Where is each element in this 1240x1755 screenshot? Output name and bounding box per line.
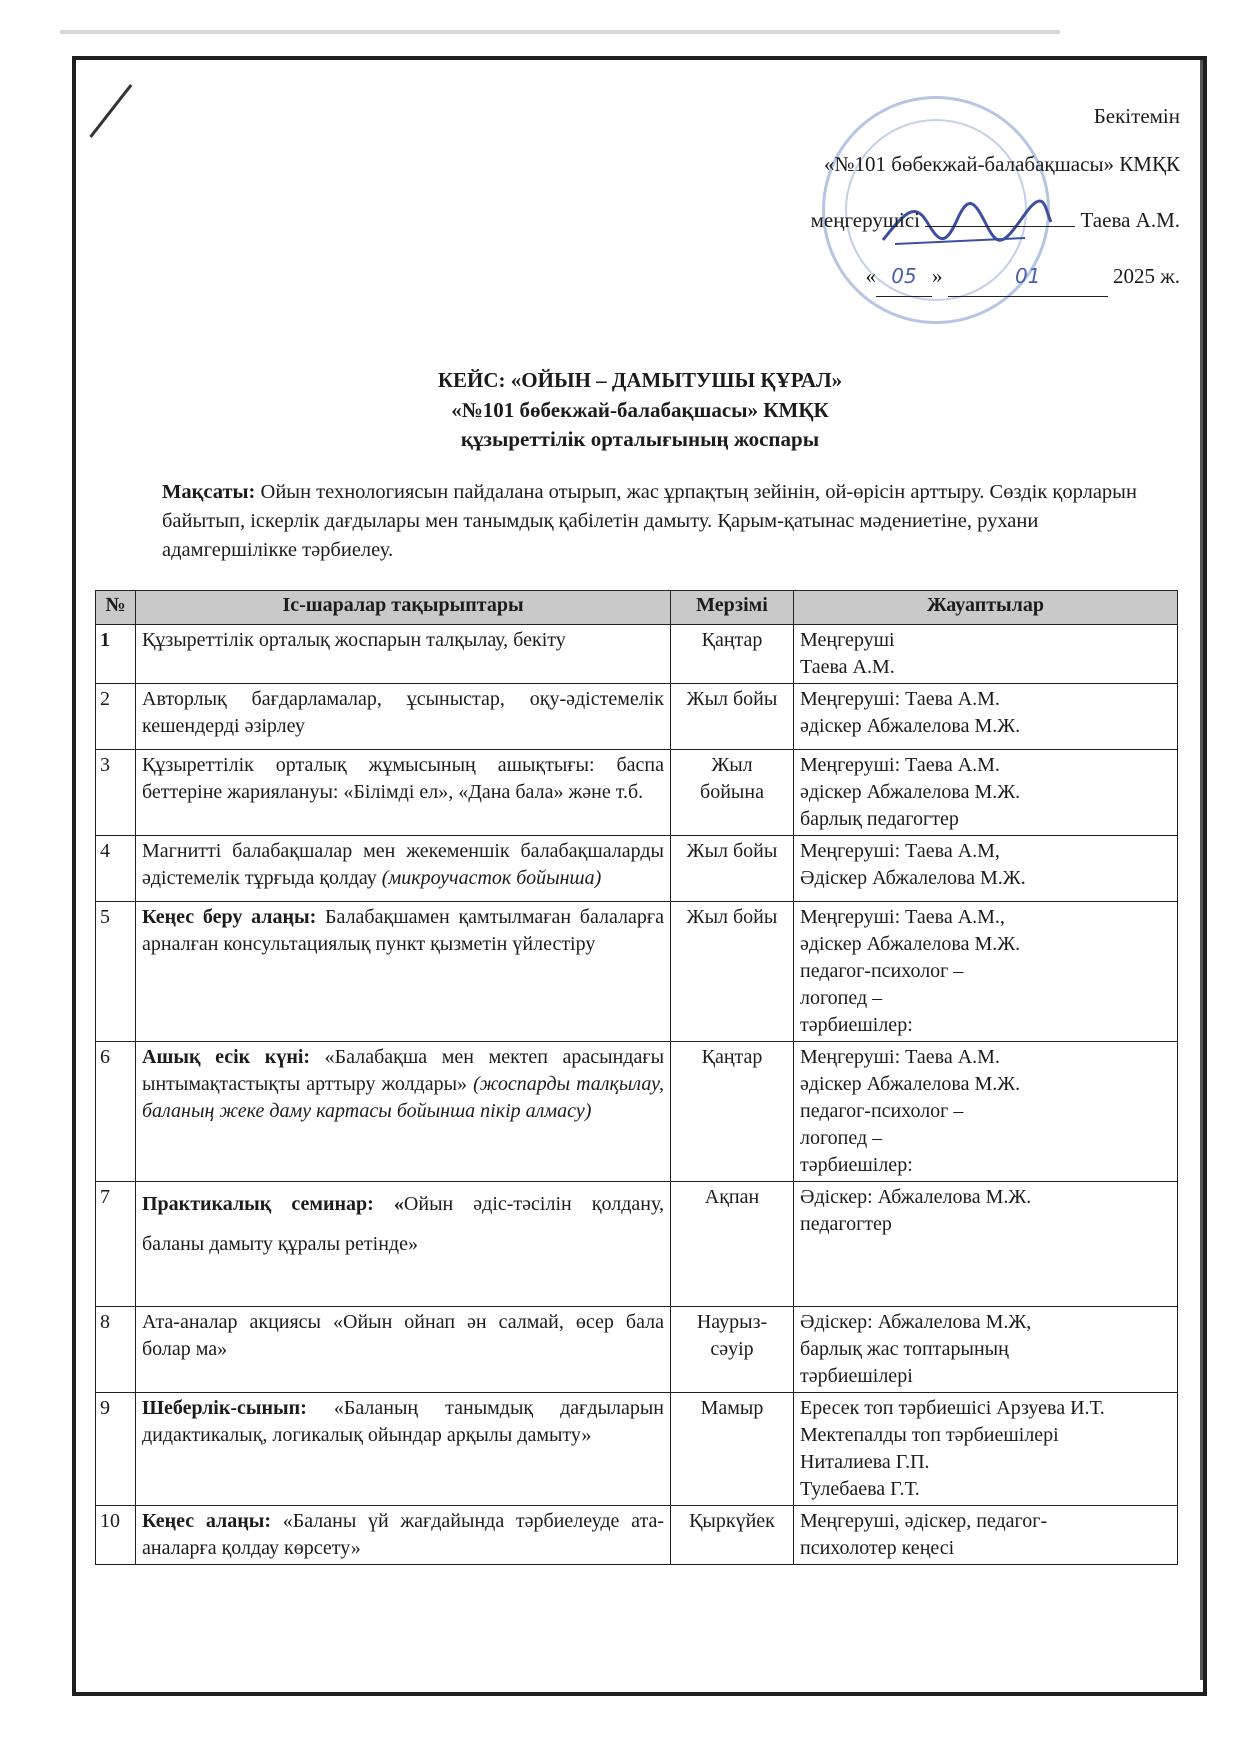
responsible-line: логопед – [800, 1127, 883, 1149]
table-row [96, 836, 1178, 902]
row-topic [136, 1042, 671, 1182]
col-header-topic: Іс-шаралар тақырыптары [136, 591, 671, 625]
responsible-line: тәрбиешілері [800, 1365, 913, 1387]
row-deadline: Наурыз-сәуір [671, 1307, 794, 1393]
date-year: 2025 ж. [1112, 264, 1180, 288]
responsible-line: тәрбиешілер: [800, 1154, 913, 1176]
row-number: 6 [96, 1042, 136, 1182]
table-row [96, 684, 1178, 750]
responsible-line: Таева А.М. [800, 656, 895, 678]
responsible-line: Меңгеруші: Таева А.М. [800, 688, 1000, 710]
topic-text: «Балабақша мен мектеп арасындағы ынтымақтастықты арттыру жолдары» [142, 1046, 665, 1095]
topic-text: Авторлық бағдарламалар, ұсыныстар, оқу-әдістемелік кешендерді әзірлеу [142, 688, 664, 737]
row-number: 9 [96, 1393, 136, 1506]
document-subtitle-org: «№101 бөбекжай-балабақшасы» КМҚК [451, 398, 829, 422]
topic-bold-lead: Кеңес алаңы: [142, 1510, 272, 1532]
date-month: 01 [948, 256, 1108, 297]
responsible-line: логопед – [800, 987, 883, 1009]
topic-text: Құзыреттілік орталық жұмысының ашықтығы: баспа беттеріне жариялануы: «Білімді ел», «Дана бала» және т.б. [142, 754, 664, 803]
row-topic [136, 1182, 671, 1307]
row-topic [136, 625, 671, 684]
row-responsible [794, 684, 1178, 750]
date-day: 05 [876, 256, 932, 297]
row-number: 3 [96, 750, 136, 836]
responsible-line: Меңгеруші: Таева А.М. [800, 754, 1000, 776]
row-deadline: Жыл бойы [671, 836, 794, 902]
responsible-line: Меңгеруші: Таева А.М, [800, 840, 1000, 862]
row-responsible [794, 1042, 1178, 1182]
col-header-responsible: Жауаптылар [794, 591, 1178, 625]
responsible-line: Тулебаева Г.Т. [800, 1478, 920, 1500]
topic-text: Құзыреттілік орталық жоспарын талқылау, бекіту [142, 629, 566, 651]
table-body [96, 625, 1178, 1565]
goal-label: Мақсаты: [162, 481, 256, 503]
row-deadline: Жыл бойы [671, 684, 794, 750]
topic-bold-lead: Кеңес беру алаңы: [142, 906, 317, 928]
row-deadline: Қыркүйек [671, 1506, 794, 1565]
topic-bold-lead: Шеберлік-сынып: [142, 1397, 307, 1419]
row-responsible [794, 750, 1178, 836]
responsible-line: педагог-психолог – [800, 960, 964, 982]
topic-text: Ата-аналар акциясы «Ойын ойнап ән салмай, өсер бала болар ма» [142, 1311, 664, 1360]
responsible-line: әдіскер Абжалелова М.Ж. [800, 933, 1021, 955]
row-responsible [794, 902, 1178, 1042]
row-responsible [794, 1506, 1178, 1565]
row-topic [136, 684, 671, 750]
topic-bold-lead: Ашық есік күні: [142, 1046, 311, 1068]
responsible-line: әдіскер Абжалелова М.Ж. [800, 781, 1021, 803]
topic-text: Магнитті балабақшалар мен жекеменшік балабақшаларды әдістемелік тұрғыда қолдау [142, 840, 664, 889]
row-deadline: Жыл бойына [671, 750, 794, 836]
row-number: 10 [96, 1506, 136, 1565]
table-row [96, 1042, 1178, 1182]
approval-approved: Бекітемін [1093, 104, 1180, 128]
responsible-line: педагогтер [800, 1213, 892, 1235]
table-row [96, 1393, 1178, 1506]
topic-text: «Баланың танымдық дағдыларын дидактикалық, логикалық ойындар арқылы дамыту» [142, 1397, 664, 1446]
col-header-deadline: Мерзімі [671, 591, 794, 625]
row-topic [136, 836, 671, 902]
document-subtitle-plan: құзыреттілік орталығының жоспары [460, 427, 820, 451]
responsible-line: Ересек топ тәрбиешісі Арзуева И.Т. [800, 1397, 1105, 1419]
row-number: 4 [96, 836, 136, 902]
row-number: 5 [96, 902, 136, 1042]
responsible-line: педагог-психолог – [800, 1100, 964, 1122]
plan-table [95, 590, 1178, 1565]
table-row [96, 1506, 1178, 1565]
row-topic [136, 1506, 671, 1565]
head-label: меңгерушісі [810, 208, 920, 232]
row-responsible [794, 1182, 1178, 1307]
approval-org: «№101 бөбекжай-балабақшасы» КМҚК [823, 152, 1180, 176]
topic-text: «Баланы үй жағдайында тәрбиелеуде ата-аналарға қолдау көрсету» [142, 1510, 664, 1559]
responsible-line: Меңгеруші [800, 629, 895, 651]
row-deadline: Жыл бойы [671, 902, 794, 1042]
topic-bold-lead: Практикалық семинар: « [142, 1193, 404, 1215]
row-number: 1 [96, 625, 136, 684]
row-topic [136, 750, 671, 836]
topic-text: Балабақшамен қамтылмаған балаларға арналған консультациялық пункт қызметін үйлестіру [142, 906, 664, 955]
row-topic [136, 1307, 671, 1393]
row-number: 2 [96, 684, 136, 750]
responsible-line: Меңгеруші: Таева А.М., [800, 906, 1005, 928]
row-responsible [794, 1307, 1178, 1393]
responsible-line: Әдіскер Абжалелова М.Ж. [800, 867, 1026, 889]
topic-italic-note: (микроучасток бойынша) [381, 867, 602, 889]
responsible-line: Мектепалды топ тәрбиешілері [800, 1424, 1059, 1446]
head-name: Таева А.М. [1080, 208, 1180, 232]
approval-date: « 05 » 01 2025 ж. [865, 256, 1180, 297]
table-row [96, 625, 1178, 684]
goal-paragraph [162, 478, 1172, 565]
responsible-line: тәрбиешілер: [800, 1014, 913, 1036]
responsible-line: Меңгеруші: Таева А.М. [800, 1046, 1000, 1068]
page-frame-edge [1200, 60, 1203, 1680]
responsible-line: барлық педагогтер [800, 808, 959, 830]
topic-text: Ойын әдіс-тәсілін қолдану, баланы дамыту құралы ретінде» [142, 1193, 664, 1255]
row-responsible [794, 625, 1178, 684]
table-row [96, 902, 1178, 1042]
row-responsible [794, 1393, 1178, 1506]
row-deadline: Ақпан [671, 1182, 794, 1307]
responsible-line: Әдіскер: Абжалелова М.Ж, [800, 1311, 1032, 1333]
responsible-line: Ниталиева Г.П. [800, 1451, 930, 1473]
table-row [96, 1182, 1178, 1307]
responsible-line: психолотер кеңесі [800, 1537, 955, 1559]
table-row [96, 750, 1178, 836]
table-header-row [96, 591, 1178, 625]
row-deadline: Қаңтар [671, 625, 794, 684]
document-title: КЕЙС: «ОЙЫН – ДАМЫТУШЫ ҚҰРАЛ» [437, 368, 843, 392]
scan-artifact [60, 30, 1060, 34]
col-header-number: № [96, 591, 136, 625]
approval-head [811, 200, 1180, 240]
responsible-line: Әдіскер: Абжалелова М.Ж. [800, 1186, 1032, 1208]
goal-text: Ойын технологиясын пайдалана отырып, жас ұрпақтың зейінін, ой-өрісін арттыру. Сөздік қорларын байытып, іскерлік дағдылары мен танымдық қабілетін дамыту. Қарым-қатынас мәдениетіне, рухани адамгершілікке тәрбиелеу. [162, 481, 1137, 561]
table-row [96, 1307, 1178, 1393]
responsible-line: барлық жас топтарының [800, 1338, 1009, 1360]
row-responsible [794, 836, 1178, 902]
responsible-line: әдіскер Абжалелова М.Ж. [800, 1073, 1021, 1095]
row-number: 8 [96, 1307, 136, 1393]
topic-italic-note: (жоспарды талқылау, баланың жеке даму картасы бойынша пікір алмасу) [142, 1073, 664, 1122]
row-topic [136, 1393, 671, 1506]
row-deadline: Қаңтар [671, 1042, 794, 1182]
row-deadline: Мамыр [671, 1393, 794, 1506]
responsible-line: әдіскер Абжалелова М.Ж. [800, 715, 1021, 737]
responsible-line: Меңгеруші, әдіскер, педагог- [800, 1510, 1048, 1532]
row-number: 7 [96, 1182, 136, 1307]
row-topic [136, 902, 671, 1042]
